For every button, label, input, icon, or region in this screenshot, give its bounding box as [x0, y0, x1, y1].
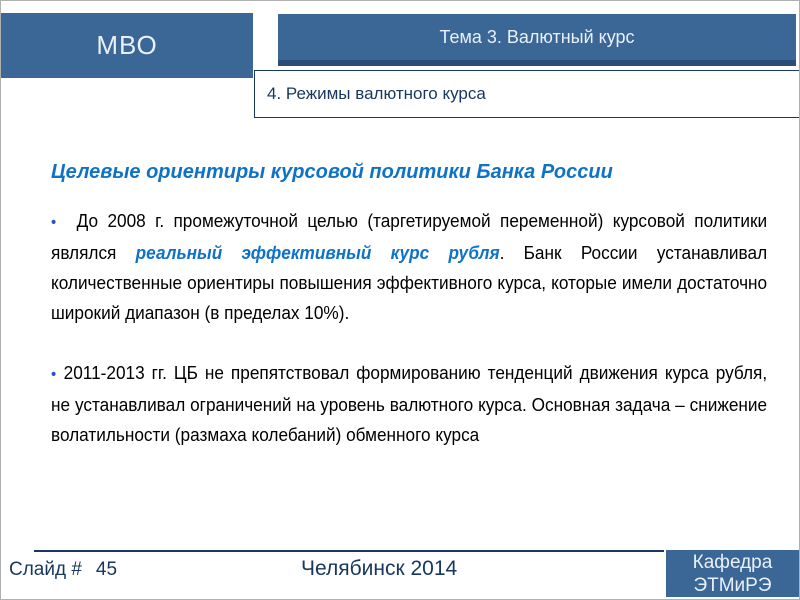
logo-box — [1, 13, 253, 78]
topic-title: Тема 3. Валютный курс — [439, 26, 635, 47]
bullet-icon: • — [51, 366, 57, 383]
slide-number — [9, 559, 117, 581]
footer-city: Челябинск 2014 — [301, 557, 458, 580]
content-heading: Целевые ориентиры курсовой политики Банка России — [51, 161, 613, 183]
bullet-2-text: 2011-2013 гг. ЦБ не препятствовал формированию тенденций движения курса рубля, не устанавливал ограничений на уровень валютного курса. Основная задача – снижение волатильности (размаха колебаний) обменного курса — [51, 362, 768, 445]
slide-number-value: 45 — [95, 559, 118, 580]
topic-banner — [278, 14, 796, 66]
bullet-1-post: . Банк России устанавливал количественные ориентиры повышения эффективного курса, которые имели достаточно широкий диапазон (в пределах 10%). — [51, 242, 768, 323]
bullet-icon: • — [51, 214, 57, 231]
bullet-1-emphasis: реальный эффективный курс рубля — [135, 242, 500, 263]
logo-text: МВО — [96, 30, 158, 60]
bullet-paragraph-1 — [51, 206, 767, 328]
body-text — [51, 206, 767, 480]
section-banner — [254, 70, 800, 118]
department-line-2: ЭТМиРЭ — [693, 574, 772, 596]
department-line-1: Кафедра — [692, 551, 773, 573]
bullet-paragraph-2 — [51, 358, 767, 450]
footer-divider — [34, 550, 664, 552]
section-title: 4. Режимы валютного курса — [267, 84, 486, 103]
department-box — [666, 550, 799, 597]
bullet-1-pre: До 2008 г. промежуточной целью (таргетируемой переменной) курсовой политики являлся — [51, 210, 768, 263]
slide-number-label: Слайд # — [9, 559, 82, 580]
